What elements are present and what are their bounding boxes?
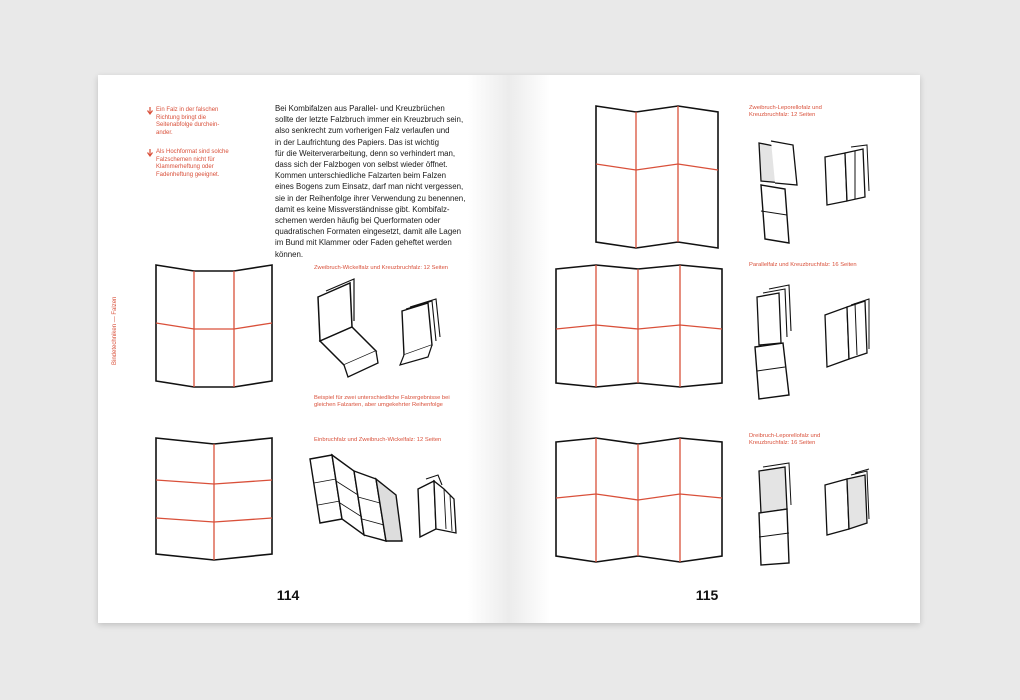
book-spread — [98, 75, 920, 623]
arrow-down-icon — [147, 149, 153, 157]
flat-sheet-diagram-r2 — [554, 261, 724, 391]
margin-note-1-text: Ein Falz in der falschen Richtung bringt die Seitenabfolge durchein-ander. — [156, 107, 220, 136]
body-text: Bei Kombifalzen aus Parallel- und Kreuzbrüchen sollte der letzte Falzbruch immer ein Kreuzbruch sein, also senkrecht zum vorherigen Falz verlaufen und in der Laufrichtung des Papiers. Das ist wichtig für die Weiterverarbeitung, denn so verhindert man, dass sich der Falzbogen von selbst wieder öffnet. Kommen unterschiedliche Falzarten beim Falzen eines Bogens zum Einsatz, darf man nicht vergessen, sie in der Reihenfolge ihrer Verwendung zu benennen, damit es keine Missverständnisse gibt. Kombifalz- schemen werden häufig bei Querformaten oder quadratischen Formaten eingesetzt, damit alle Lagen im Bund mit Klammer oder Faden geheftet werden können. — [275, 104, 466, 259]
arrow-down-icon — [147, 107, 153, 115]
margin-note-2-text: Als Hochformat sind solche Falzschemen nicht für Klammerheftung oder Fadenheftung geeignet. — [156, 149, 229, 178]
right-page — [509, 75, 920, 623]
folding-step-diagram-1 — [314, 277, 384, 382]
folded-booklet-diagram-r3 — [821, 469, 871, 549]
caption-1: Zweibruch-Wickelfalz und Kreuzbruchfalz: 12 Seiten — [314, 265, 449, 271]
folded-booklet-diagram-2 — [412, 475, 462, 545]
page-number-left: 114 — [276, 587, 300, 603]
folded-booklet-diagram-r2 — [821, 297, 871, 377]
folding-step-diagram-r2 — [749, 285, 809, 405]
flat-sheet-diagram-r3 — [554, 434, 724, 564]
caption-r2: Parallelfalz und Kreuzbruchfalz: 16 Seiten — [749, 262, 857, 268]
left-page — [98, 75, 509, 623]
flat-sheet-diagram-2 — [154, 434, 274, 564]
page-number-right: 115 — [695, 587, 719, 603]
folding-step-diagram-r3 — [751, 461, 811, 571]
side-label: Bindetechniken — Falzen — [112, 296, 118, 365]
flat-sheet-diagram-1 — [154, 261, 274, 391]
folded-booklet-diagram-1 — [394, 299, 444, 369]
flat-sheet-diagram-r1 — [594, 102, 724, 252]
caption-example: Beispiel für zwei unterschiedliche Falzergebnisse bei gleichen Falzarten, aber umgekehrter Reihenfolge — [314, 395, 450, 409]
margin-note-1 — [156, 107, 236, 137]
folding-step-diagram-r1 — [751, 137, 811, 257]
caption-r1: Zweibruch-Leporellofalz und Kreuzbruchfalz: 12 Seiten — [749, 105, 822, 119]
folded-booklet-diagram-r1 — [821, 145, 871, 215]
margin-note-2 — [156, 149, 236, 179]
caption-2: Einbruchfalz und Zweibruch-Wickelfalz: 12 Seiten — [314, 437, 442, 443]
caption-r3: Dreibruch-Leporellofalz und Kreuzbruchfalz: 16 Seiten — [749, 433, 821, 447]
folding-step-diagram-2 — [306, 449, 406, 549]
